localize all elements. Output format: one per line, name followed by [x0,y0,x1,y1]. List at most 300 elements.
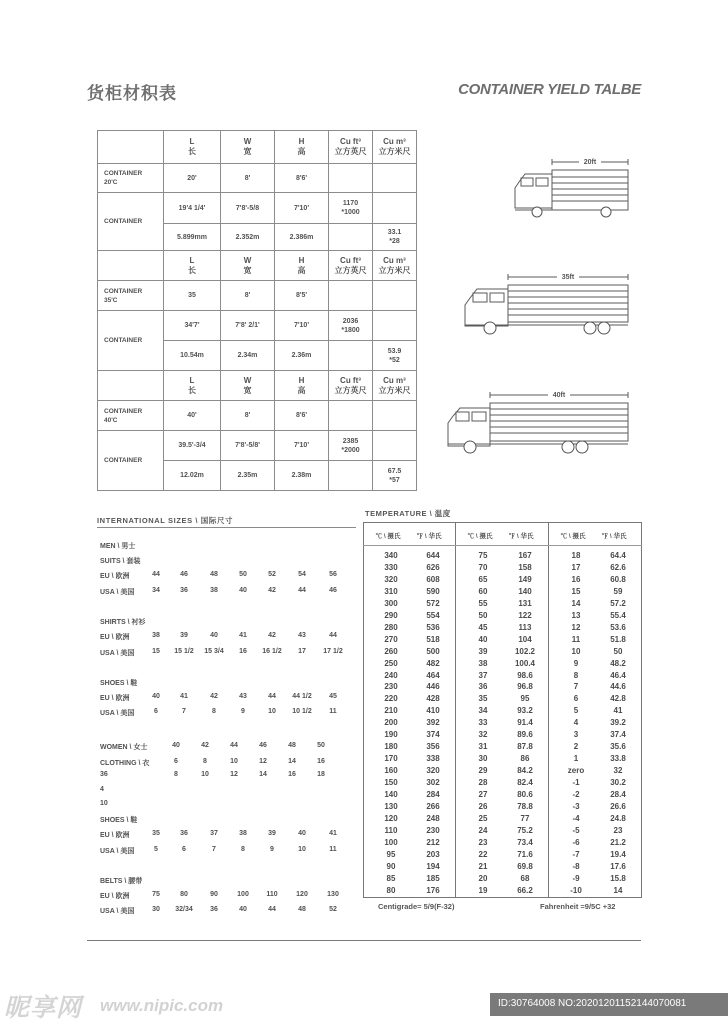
header-height-cn: 高 [297,265,306,275]
container-yield-table [97,130,417,491]
fahrenheit-value: 338 [426,754,440,764]
header-cum-cn: 立方米尺 [378,265,411,275]
size-value: 56 [329,571,337,578]
cab-window [490,293,504,302]
cubic-meter-value: 53.9 [387,347,402,355]
celsius-value: 65 [478,574,488,584]
inside-imperial-row [98,311,417,341]
celsius-value: -6 [572,837,580,847]
fahrenheit-column-header: ℉ \ 华氏 [508,533,534,540]
container-label: CONTAINER [104,407,143,415]
celsius-value: 90 [386,861,396,871]
size-value: 45 [329,693,337,700]
inside-width-metric: 2.34m [221,341,275,371]
inside-width-metric: 2.35m [221,461,275,491]
centigrade-formula: Centigrade= 5/9(F-32) [378,902,455,911]
header-cum-cn: 立方米尺 [378,147,411,156]
cubic-feet-value: 2385 [342,437,359,445]
fahrenheit-value: 248 [426,813,440,823]
cubic-feet-load: *2000 [341,446,360,454]
header-height-cn: 高 [297,147,306,156]
header-cubic-meter [373,371,417,401]
celsius-value: 22 [478,849,488,859]
outer-width: 8' [221,281,275,311]
celsius-value: 5 [573,706,579,716]
inside-container-label: CONTAINER [98,311,164,371]
cab-window [472,412,486,421]
cargo-stripes [508,291,628,315]
empty-cell [373,431,417,461]
fahrenheit-value: 60.8 [610,574,626,584]
celsius-value: 25 [478,813,488,823]
outer-length: 40' [164,401,221,431]
celsius-value: 60 [478,586,488,596]
celsius-value: 340 [384,551,398,560]
header-cuft-cn: 立方英尺 [334,265,367,275]
celsius-value: 290 [384,610,398,620]
fahrenheit-value: 78.8 [517,801,533,811]
size-value: 40 [298,830,306,837]
fahrenheit-value: 51.8 [610,634,626,644]
celsius-value: 180 [384,742,398,752]
size-value: 10 [268,708,276,715]
size-row-label: USA \ 美国 [100,908,135,915]
header-cum-cn: 立方米尺 [378,385,411,395]
celsius-value: 120 [384,813,398,823]
outer-dimension-row [98,164,417,193]
fahrenheit-value: 518 [426,634,440,644]
column-divider [548,522,549,898]
celsius-value: -7 [572,849,580,859]
header-cuft-en: Cu ft³ [340,375,361,385]
temperature-title: TEMPERATURE \ 温度 [365,509,451,518]
watermark-logo: 昵享网 [4,993,83,1022]
fahrenheit-value: 19.4 [610,849,626,859]
size-value: 80 [180,891,188,898]
size-value: 43 [239,693,247,700]
fahrenheit-value: 23 [613,825,623,835]
size-value: 41 [329,830,337,837]
size-value: 90 [210,891,218,898]
inside-height-imperial: 7'10' [275,431,329,461]
table-header-row [98,131,417,164]
empty-cell [373,311,417,341]
size-value: 48 [298,906,306,913]
inside-width-imperial: 7'8' 2/1' [221,311,275,341]
outer-dimension-row [98,401,417,431]
header-width-en: W [243,375,252,385]
celsius-column-header: ℃ \ 摄氏 [560,533,586,540]
fahrenheit-value: 428 [426,694,440,704]
header-width-en: W [243,137,252,146]
fahrenheit-value: 35.6 [610,742,626,752]
inside-height-imperial: 7'10' [275,311,329,341]
size-value: 8 [174,771,178,778]
size-value: 14 [259,771,267,778]
celsius-value: -10 [570,885,582,895]
size-row-label: USA \ 美国 [100,589,135,596]
fahrenheit-value: 482 [426,658,440,668]
header-cum-en: Cu m³ [383,137,406,146]
celsius-value: 100 [384,837,398,847]
size-value: 52 [268,571,276,578]
celsius-value: 310 [384,586,398,596]
truck-length-label: 40ft [552,392,566,399]
header-width-cn: 宽 [243,147,252,156]
size-value: 16 [317,758,325,765]
fahrenheit-column-header: ℉ \ 华氏 [601,533,627,540]
cargo-stripes [490,409,628,433]
wheel [562,441,574,453]
inside-length-metric: 10.54m [164,341,221,371]
size-value: 9 [270,846,274,853]
size-value: 44 [329,632,337,639]
fahrenheit-value: 55.4 [610,610,626,620]
wheel [598,322,610,334]
fahrenheit-value: 266 [426,801,440,811]
fahrenheit-value: 28.4 [610,790,626,799]
cubic-meter-value: 33.1 [387,229,402,236]
fahrenheit-value: 644 [426,551,440,560]
fahrenheit-value: 392 [426,718,440,728]
header-width-cn: 宽 [243,385,252,395]
inside-imperial-row [98,193,417,224]
fahrenheit-value: 73.4 [517,837,533,847]
celsius-value: 55 [478,598,488,608]
cubic-meter-value: 67.5 [387,467,402,475]
header-height-cn: 高 [297,385,306,395]
fahrenheit-value: 57.2 [610,598,626,608]
fahrenheit-value: 572 [426,598,440,608]
size-row-label: 4 [100,786,104,793]
fahrenheit-value: 17.6 [610,861,626,871]
empty-cell [373,193,417,224]
fahrenheit-value: 104 [518,634,532,644]
celsius-value: 95 [386,849,396,859]
celsius-value: 140 [384,790,398,799]
size-value: 54 [298,571,306,578]
celsius-value: 19 [478,885,488,895]
celsius-value: 220 [384,694,398,704]
header-height-en: H [298,255,305,265]
fahrenheit-value: 140 [518,586,532,596]
celsius-value: 37 [478,670,488,680]
fahrenheit-value: 62.6 [610,562,626,572]
size-row-label: USA \ 美国 [100,710,135,717]
cubic-feet-value: 2036 [342,317,359,325]
celsius-value: 35 [478,694,488,704]
fahrenheit-value: 80.6 [517,790,533,799]
size-value: 14 [288,758,296,765]
cubic-meter-load: *28 [389,238,400,245]
empty-cell [373,401,417,431]
inside-height-metric: 2.38m [275,461,329,491]
column-divider [455,522,456,898]
outer-length: 35 [164,281,221,311]
celsius-value: 150 [384,778,398,788]
fahrenheit-value: 69.8 [517,861,533,871]
celsius-value: 130 [384,801,398,811]
fahrenheit-value: 93.2 [517,706,533,716]
size-value: 40 [210,632,218,639]
celsius-value: 80 [386,885,396,895]
celsius-value: 260 [384,646,398,656]
celsius-value: 15 [571,586,581,596]
celsius-value: 250 [384,658,398,668]
size-value: 35 [152,830,160,837]
header-width-en: W [243,255,252,265]
header-cubic-feet [329,251,373,281]
inside-length-imperial: 34'7' [164,311,221,341]
cubic-feet-load: *1800 [341,326,360,334]
size-row-label: EU \ 欧洲 [100,695,130,702]
size-value: 40 [172,742,180,749]
fahrenheit-value: 84.2 [517,766,533,776]
inside-height-metric: 2.386m [275,224,329,251]
size-row-label: MEN \ 男士 [100,543,136,550]
fahrenheit-value: 42.8 [610,694,626,704]
fahrenheit-value: 98.6 [517,670,533,680]
celsius-value: 1 [573,754,579,764]
fahrenheit-value: 77 [520,813,530,823]
size-value: 48 [288,742,296,749]
fahrenheit-value: 113 [518,622,532,632]
celsius-column-header: ℃ \ 摄氏 [467,533,493,540]
fahrenheit-value: 536 [426,622,440,632]
celsius-value: 160 [384,766,398,776]
size-value: 39 [180,632,188,639]
fahrenheit-value: 554 [426,610,440,620]
fahrenheit-value: 96.8 [517,682,533,692]
celsius-value: 21 [478,861,488,871]
size-value: 16 [288,771,296,778]
fahrenheit-value: 68 [520,873,530,883]
size-value: 36 [210,906,218,913]
fahrenheit-value: 46.4 [610,670,626,680]
wheel [601,207,611,217]
container-size: 20'C [104,179,118,186]
outer-length: 20' [164,164,221,193]
fahrenheit-value: 131 [518,598,532,608]
outer-height: 8'6' [275,401,329,431]
celsius-value: 39 [478,646,488,656]
celsius-value: 85 [386,873,396,883]
size-value: 12 [230,771,238,778]
celsius-value: 28 [478,778,488,788]
inside-container-label: CONTAINER [98,431,164,491]
fahrenheit-value: 64.4 [610,551,626,560]
cubic-meter-load: *57 [389,476,400,484]
header-cubic-feet [329,131,373,164]
fahrenheit-value: 203 [426,849,440,859]
inside-length-imperial: 19'4 1/4' [164,193,221,224]
header-height-en: H [298,375,305,385]
header-cuft-cn: 立方英尺 [334,147,367,156]
watermark-id-text: ID:30764008 NO:20201201152144070081 [498,998,687,1009]
inside-container-label: CONTAINER [98,193,164,251]
size-value: 16 1/2 [262,648,282,655]
fahrenheit-value: 39.2 [610,718,626,728]
header-height [275,371,329,401]
size-value: 9 [241,708,245,715]
fahrenheit-value: 374 [426,730,440,740]
size-row-label: CLOTHING \ 衣 [100,760,150,767]
page-title-en: CONTAINER YIELD TALBE [458,81,641,98]
size-value: 41 [239,632,247,639]
header-length-cn: 长 [188,265,196,275]
size-value: 37 [210,830,218,837]
fahrenheit-value: 95 [520,694,530,704]
celsius-value: 20 [478,873,488,883]
celsius-value: 33 [478,718,488,728]
fahrenheit-value: 122 [518,610,532,620]
celsius-value: 2 [573,742,579,752]
truck-40ft-illustration [448,390,628,453]
header-cubic-meter [373,131,417,164]
outer-height: 8'6' [275,164,329,193]
container-size: 35'C [104,296,118,304]
header-cuft-en: Cu ft³ [340,255,361,265]
fahrenheit-value: 185 [426,873,440,883]
fahrenheit-value: 15.8 [610,873,626,883]
fahrenheit-value: 320 [426,766,440,776]
celsius-value: 75 [478,551,488,560]
cubic-feet-value: 1170 [342,200,359,207]
fahrenheit-formula: Fahrenheit =9/5C +32 [540,902,616,911]
fahrenheit-value: 149 [518,574,532,584]
celsius-value: 18 [571,551,581,560]
size-row-label: EU \ 欧洲 [100,832,130,839]
fahrenheit-value: 356 [426,742,440,752]
cargo-stripes [552,177,628,201]
cab-window [456,412,469,421]
fahrenheit-value: 626 [426,562,440,572]
container-label: CONTAINER [104,170,143,177]
table-header-row [98,251,417,281]
fahrenheit-value: 167 [518,551,532,560]
celsius-value: 170 [384,754,398,764]
fahrenheit-value: 212 [426,837,440,847]
size-value: 40 [239,906,247,913]
header-blank-cell [98,371,164,401]
fahrenheit-value: 464 [426,670,440,680]
empty-cell [373,164,417,193]
truck-20ft-illustration [515,157,628,217]
size-value: 6 [182,846,186,853]
celsius-value: 320 [384,574,398,584]
size-value: 44 [268,906,276,913]
cab-window [536,178,548,186]
header-length [164,131,221,164]
celsius-value: -5 [572,825,580,835]
cubic-meter-cell [373,341,417,371]
cargo-box [552,170,628,210]
celsius-value: 10 [571,646,581,656]
size-value: 130 [327,891,339,898]
fahrenheit-value: 194 [426,861,440,871]
size-value: 12 [259,758,267,765]
size-value: 36 [180,587,188,594]
size-value: 18 [317,771,325,778]
celsius-value: 7 [573,682,579,692]
size-value: 10 [230,758,238,765]
size-row-label: SHOES \ 鞋 [100,817,138,824]
bottom-rule [87,940,641,941]
fahrenheit-value: 284 [426,790,440,799]
inside-width-metric: 2.352m [221,224,275,251]
size-value: 44 [268,693,276,700]
fahrenheit-value: 37.4 [610,730,626,740]
celsius-value: 45 [478,622,488,632]
size-value: 39 [268,830,276,837]
empty-cell [329,341,373,371]
size-value: 41 [180,693,188,700]
size-value: 11 [329,708,337,715]
size-value: 17 [298,648,306,655]
header-height [275,251,329,281]
size-value: 120 [296,891,308,898]
fahrenheit-value: 71.6 [517,849,533,859]
header-divider [363,545,642,546]
fahrenheit-value: 82.4 [517,778,533,788]
size-row-label: 36 [100,771,108,778]
inside-length-metric: 5.899mm [164,224,221,251]
fahrenheit-value: 89.6 [517,730,533,740]
fahrenheit-value: 48.2 [610,658,626,668]
cubic-meter-cell [373,461,417,491]
header-cum-en: Cu m³ [383,375,406,385]
cab-window [473,293,487,302]
celsius-value: 23 [478,837,488,847]
size-value: 10 1/2 [292,708,312,715]
celsius-value: 31 [478,742,488,752]
size-value: 100 [237,891,249,898]
empty-cell [329,401,373,431]
inside-width-imperial: 7'8'-5/8 [221,193,275,224]
header-height [275,131,329,164]
wheel [584,322,596,334]
international-sizes-title: INTERNATIONAL SIZES \ 国际尺寸 [97,516,234,525]
cubic-meter-cell [373,224,417,251]
size-value: 7 [182,708,186,715]
size-value: 8 [203,758,207,765]
fahrenheit-value: 21.2 [610,837,626,847]
fahrenheit-value: 41 [613,706,623,716]
fahrenheit-value: 33.8 [610,754,626,764]
celsius-value: 300 [384,598,398,608]
size-value: 43 [298,632,306,639]
size-value: 32/34 [175,906,193,913]
celsius-value: 110 [384,825,398,835]
size-value: 15 1/2 [174,648,194,655]
page-title-cn: 货柜材积表 [87,84,177,104]
fahrenheit-value: 24.8 [610,813,626,823]
size-value: 44 [298,587,306,594]
header-blank-cell [98,131,164,164]
size-value: 42 [268,632,276,639]
size-value: 15 [152,648,160,655]
size-value: 50 [317,742,325,749]
size-row-label: EU \ 欧洲 [100,634,130,641]
inside-width-imperial: 7'8'-5/8' [221,431,275,461]
header-cuft-cn: 立方英尺 [334,385,367,395]
wheel [532,207,542,217]
header-cubic-feet [329,371,373,401]
celsius-value: 16 [571,574,581,584]
celsius-value: 330 [384,562,398,572]
cab-window [521,178,533,186]
header-length [164,371,221,401]
